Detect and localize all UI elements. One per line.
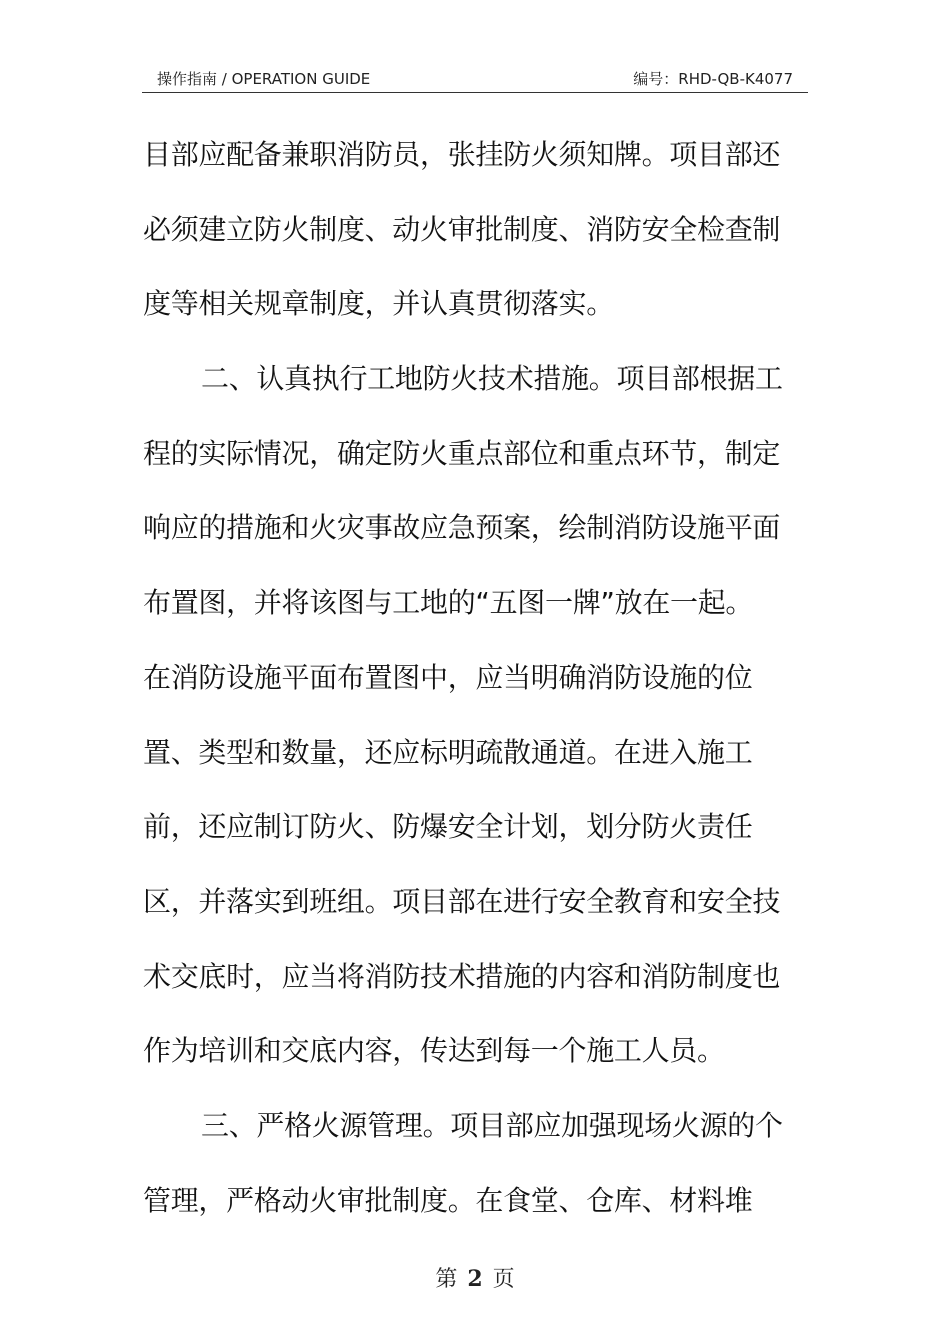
text-line: 必须建立防火制度、动火审批制度、消防安全检查制 bbox=[143, 212, 781, 246]
page-number: 2 bbox=[467, 1266, 483, 1292]
document-body bbox=[143, 118, 809, 1238]
page-suffix: 页 bbox=[492, 1267, 515, 1292]
text-line: 程的实际情况，确定防火重点部位和重点环节，制定 bbox=[143, 436, 781, 470]
text-line: 目部应配备兼职消防员，张挂防火须知牌。项目部还 bbox=[143, 138, 781, 171]
text-line: 三、严格火源管理。项目部应加强现场火源的个 bbox=[201, 1108, 783, 1142]
header-title: 操作指南 / OPERATION GUIDE bbox=[157, 70, 371, 88]
text-line: 作为培训和交底内容，传达到每一个施工人员。 bbox=[143, 1034, 725, 1068]
page-header bbox=[142, 64, 808, 93]
text-line: 置、类型和数量，还应标明疏散通道。在进入施工 bbox=[143, 735, 753, 769]
text-line: 前，还应制订防火、防爆安全计划，划分防火责任 bbox=[143, 810, 753, 844]
text-line: 在消防设施平面布置图中，应当明确消防设施的位 bbox=[143, 660, 753, 694]
text-line: 度等相关规章制度，并认真贯彻落实。 bbox=[143, 287, 614, 321]
text-line: 响应的措施和火灾事故应急预案，绘制消防设施平面 bbox=[143, 511, 781, 545]
text-line: 布置图，并将该图与工地的“五图一牌”放在一起。 bbox=[143, 586, 754, 620]
text-line: 管理，严格动火审批制度。在食堂、仓库、材料堆 bbox=[143, 1183, 753, 1217]
text-line: 二、认真执行工地防火技术措施。项目部根据工 bbox=[201, 362, 783, 396]
text-line: 术交底时，应当将消防技术措施的内容和消防制度也 bbox=[143, 959, 781, 993]
text-line: 区，并落实到班组。项目部在进行安全教育和安全技 bbox=[143, 884, 781, 918]
document-number: 编号：RHD-QB-K4077 bbox=[633, 70, 793, 88]
page-footer bbox=[0, 1262, 950, 1293]
page-prefix: 第 bbox=[435, 1267, 458, 1292]
